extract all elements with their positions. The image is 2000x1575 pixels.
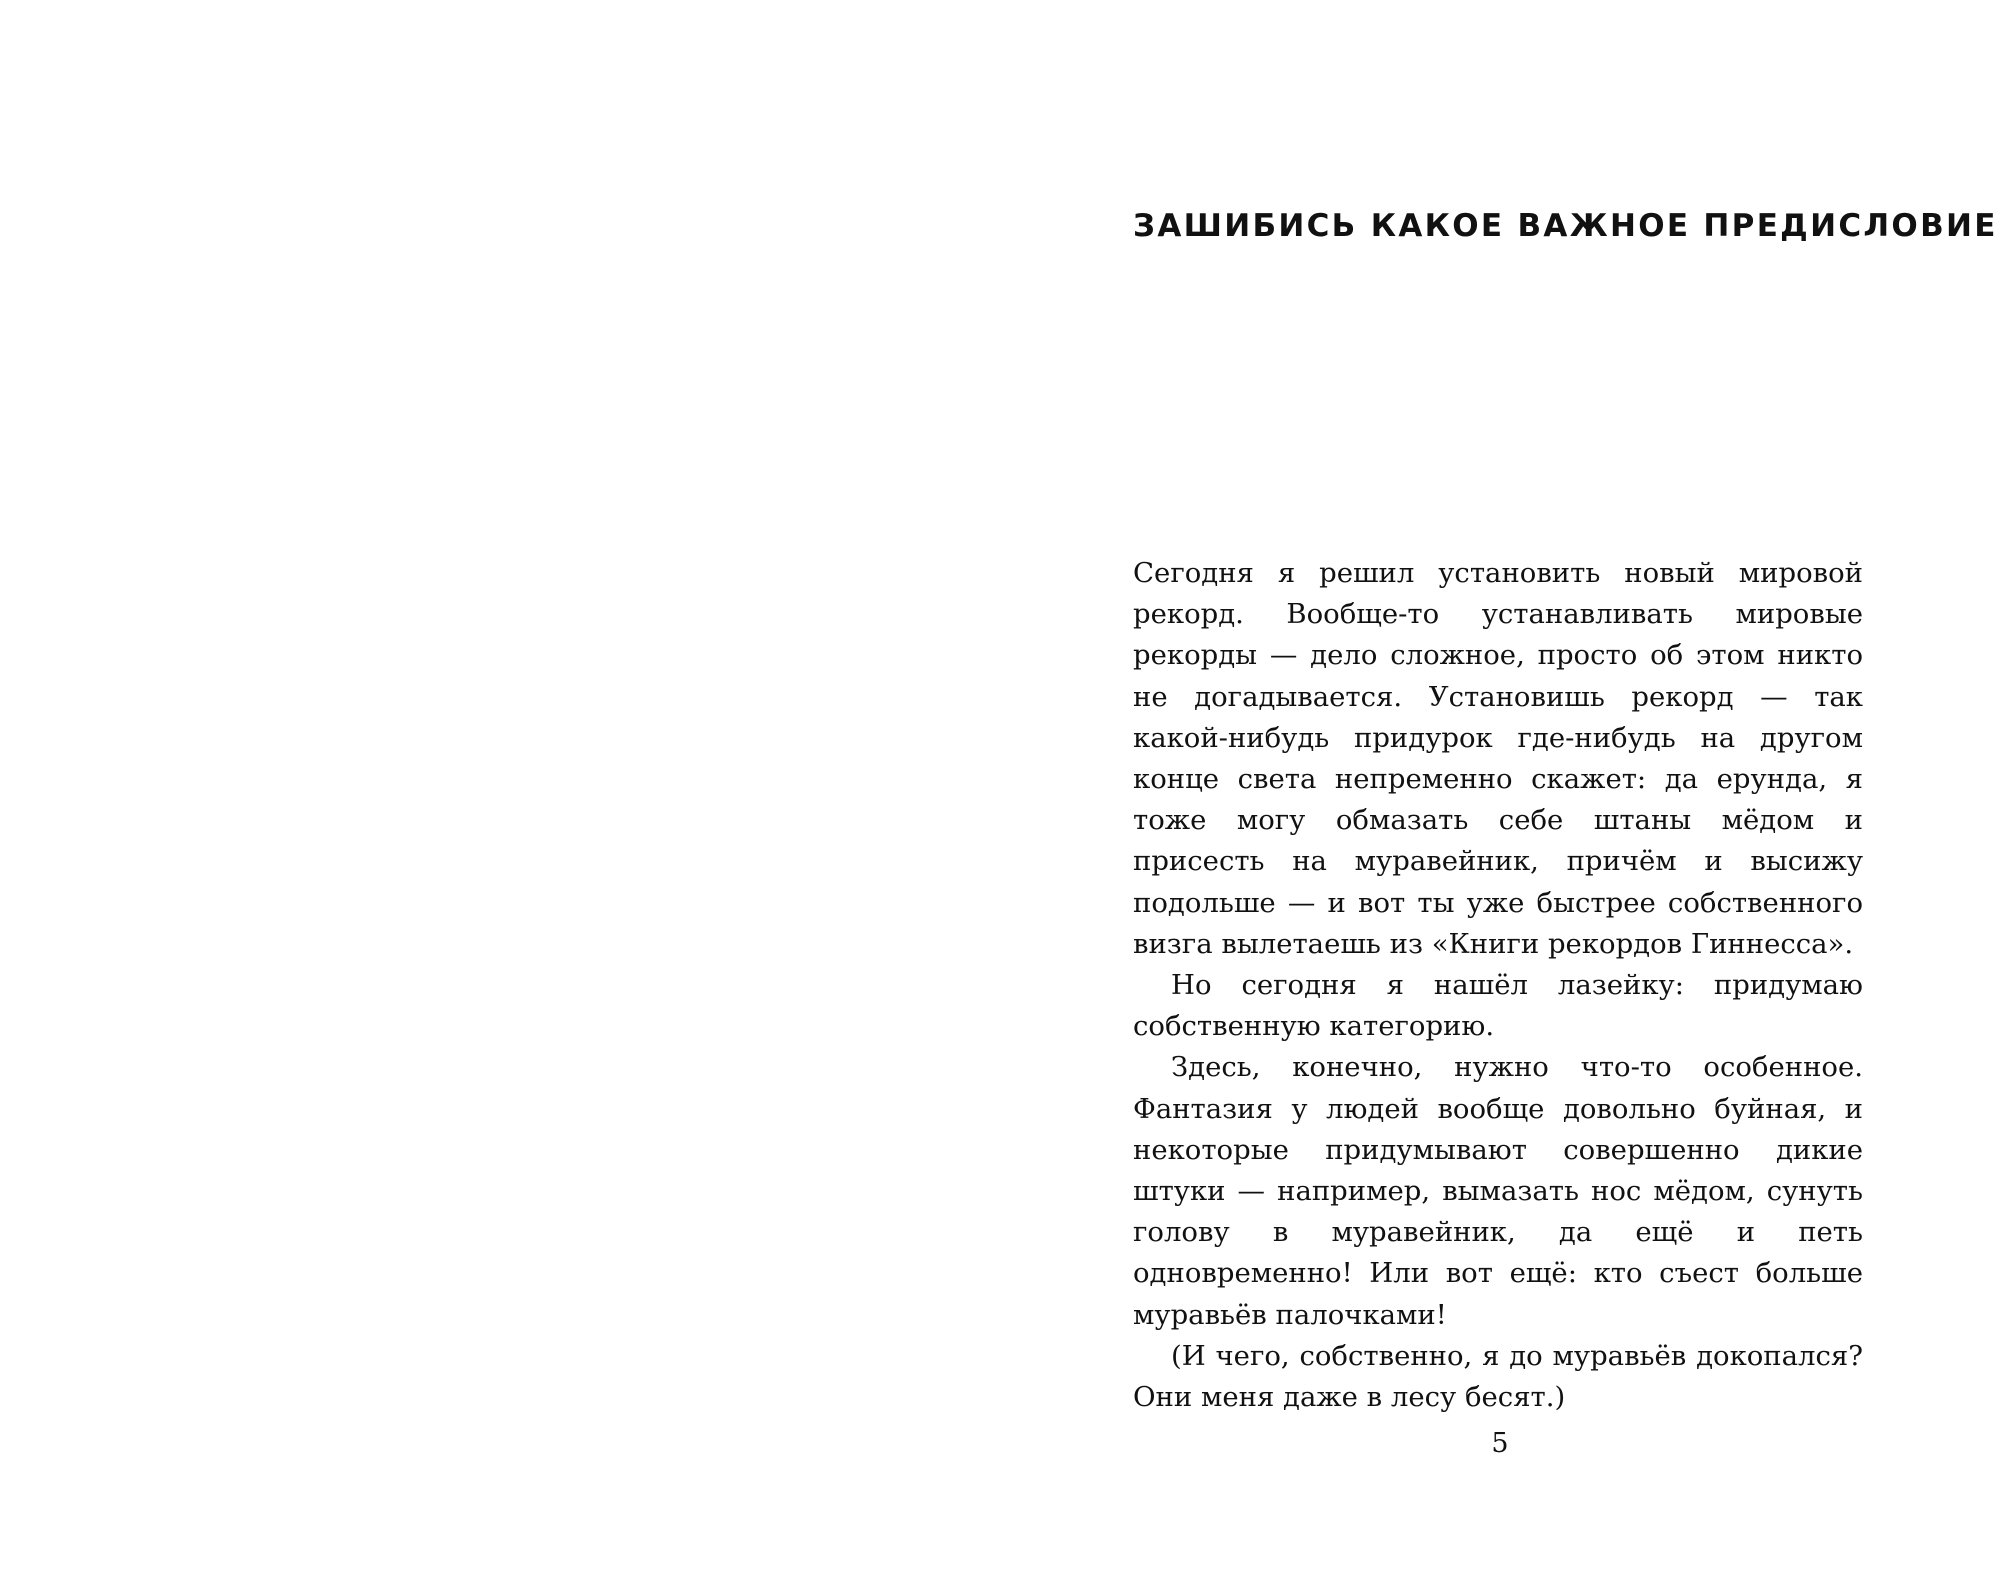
paragraph-1: Сегодня я решил установить новый мировой рекорд. Вообще-то устанавливать мировые рекорды — дело сложное, просто об этом никто не догадывается. Установишь рекорд — так какой-нибудь придурок где-нибудь на другом конце света непременно скажет: да ерунда, я тоже могу обмазать себе штаны мёдом и присесть на муравейник, причём и высижу подольше — и вот ты уже быстрее собственного визга вылетаешь из «Книги рекордов Гиннесса». — [1133, 557, 1863, 960]
paragraph-3: Здесь, конечно, нужно что-то особенное. Фантазия у людей вообще довольно буйная, и некоторые придумывают совершенно дикие штуки — например, вымазать нос мёдом, сунуть голову в муравейник, да ещё и петь одновременно! Или вот ещё: кто съест больше муравьёв палочками! — [1133, 1051, 1863, 1331]
paragraph-4: (И чего, собственно, я до муравьёв докопался? Они меня даже в лесу бесят.) — [1133, 1339, 1863, 1414]
page-number: 5 — [1491, 1428, 1509, 1459]
chapter-title: ЗАШИБИСЬ КАКОЕ ВАЖНОЕ ПРЕДИСЛОВИЕ — [1133, 208, 1998, 244]
body-text — [1133, 553, 1863, 1418]
paragraph-2: Но сегодня я нашёл лазейку: придумаю собственную категорию. — [1133, 969, 1863, 1043]
